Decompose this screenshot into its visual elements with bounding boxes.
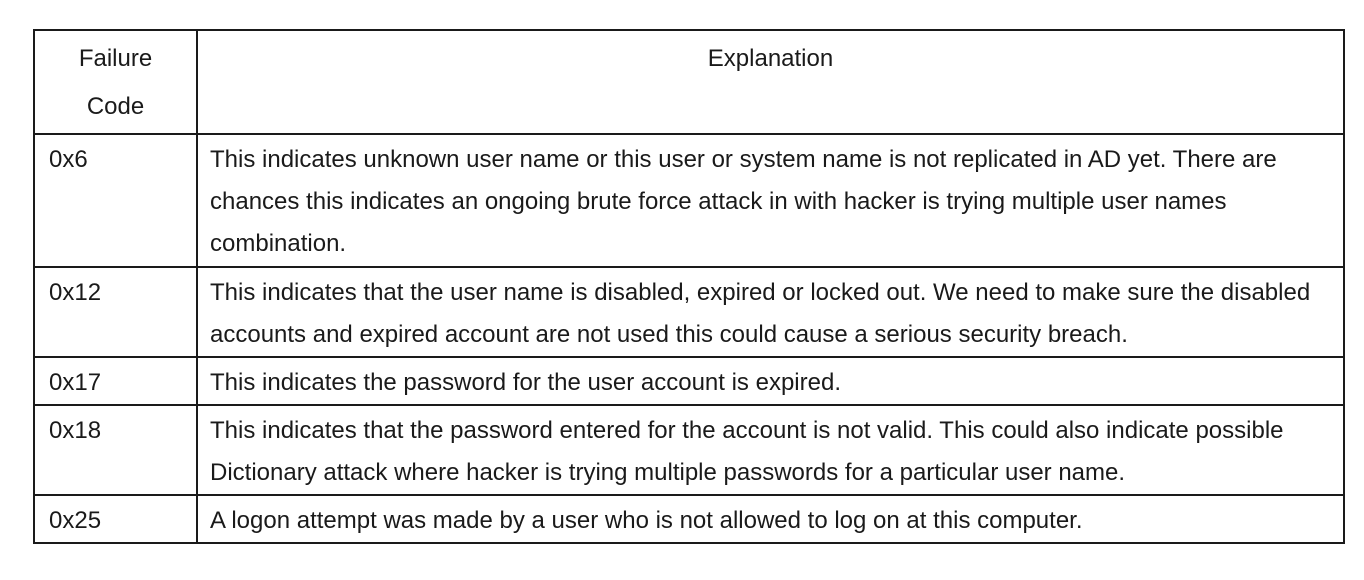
table-header-row [34, 30, 1344, 134]
explanation-cell: A logon attempt was made by a user who is not allowed to log on at this computer. [197, 495, 1344, 543]
failure-code-table-container [33, 29, 1343, 544]
header-failure-code [34, 30, 197, 134]
explanation-cell: This indicates unknown user name or this user or system name is not replicated in AD yet. There are chances this indicates an ongoing brute force attack in with hacker is trying multiple user names combination. [197, 134, 1344, 267]
failure-code-cell: 0x6 [34, 134, 197, 267]
header-explanation-label: Explanation [707, 45, 834, 72]
explanation-cell: This indicates that the password entered for the account is not valid. This could also indicate possible Dictionary attack where hacker is trying multiple passwords for a particular user name. [197, 405, 1344, 495]
table-row [34, 405, 1344, 495]
failure-code-cell: 0x25 [34, 495, 197, 543]
failure-code-cell: 0x18 [34, 405, 197, 495]
table-row [34, 495, 1344, 543]
table-row [34, 357, 1344, 405]
explanation-cell: This indicates that the user name is disabled, expired or locked out. We need to make sure the disabled accounts and expired account are not used this could cause a serious security breach. [197, 267, 1344, 357]
header-explanation [197, 30, 1344, 134]
explanation-cell: This indicates the password for the user account is expired. [197, 357, 1344, 405]
header-failure-code-label: Failure Code [78, 45, 153, 120]
failure-code-cell: 0x17 [34, 357, 197, 405]
table-row [34, 267, 1344, 357]
failure-code-cell: 0x12 [34, 267, 197, 357]
failure-code-table [33, 29, 1345, 544]
table-row [34, 134, 1344, 267]
